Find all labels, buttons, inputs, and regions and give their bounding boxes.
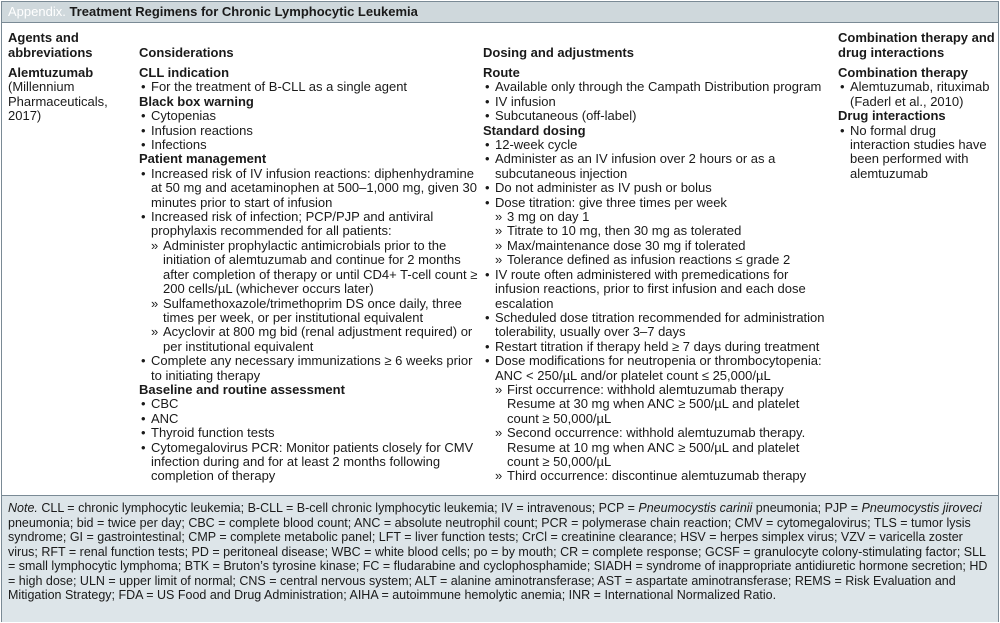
table-title: Treatment Regimens for Chronic Lymphocytic Leukemia: [69, 4, 418, 19]
list-item: • Administer as an IV infusion over 2 hours or as a subcutaneous injection: [483, 152, 833, 181]
patient-management-heading: Patient management: [139, 151, 267, 167]
considerations-header: Considerations: [139, 44, 234, 60]
list-item: • 12-week cycle: [483, 138, 833, 152]
appendix-label: Appendix.: [8, 4, 66, 19]
sub-list-item: » First occurrence: withhold alemtuzumab therapy: [483, 383, 833, 397]
cll-indication-list: [139, 80, 479, 94]
abbreviations-note: [2, 495, 998, 622]
sub-list-item: » Third occurrence: discontinue alemtuzumab therapy: [483, 469, 833, 483]
standard-dosing-list: [483, 138, 833, 484]
sub-list-item: » 3 mg on day 1: [483, 210, 833, 224]
list-item: • Scheduled dose titration recommended for administration tolerability, usually over 3–7 days: [483, 311, 833, 340]
patient-management-list: [139, 167, 479, 383]
list-item: • Complete any necessary immunizations ≥ 6 weeks prior to initiating therapy: [139, 354, 479, 383]
list-item: • Alemtuzumab, rituximab (Faderl et al., 2010): [838, 80, 996, 109]
list-item: • Subcutaneous (off-label): [483, 109, 833, 123]
list-item: • CBC: [139, 397, 479, 411]
list-item: • ANC: [139, 412, 479, 426]
list-item: • Dose titration: give three times per week: [483, 196, 833, 210]
sub-list-item: » Acyclovir at 800 mg bid (renal adjustment required) or per institutional equivalent: [139, 325, 479, 354]
table-title-bar: [2, 2, 998, 23]
list-item: • IV route often administered with premedications for infusion reactions, prior to first infusion and each dose escalation: [483, 268, 833, 311]
list-item: • Infusion reactions: [139, 124, 479, 138]
list-item: • Increased risk of infection; PCP/PJP and antiviral prophylaxis recommended for all patients:: [139, 210, 479, 239]
list-item: • Infections: [139, 138, 479, 152]
sub-list-item: » Second occurrence: withhold alemtuzumab therapy. Resume at 10 mg when ANC ≥ 500/µL and platelet count ≥ 50,000/µL: [483, 426, 833, 469]
agents-column: [8, 23, 136, 124]
list-item: • Restart titration if therapy held ≥ 7 days during treatment: [483, 340, 833, 354]
combination-therapy-list: [838, 80, 996, 109]
list-item: • Cytopenias: [139, 109, 479, 123]
list-item: • No formal drug interaction studies have been performed with alemtuzumab: [838, 124, 996, 182]
standard-dosing-heading: Standard dosing: [483, 122, 586, 138]
note-label: Note.: [8, 501, 38, 515]
route-list: [483, 80, 833, 123]
list-item: • Do not administer as IV push or bolus: [483, 181, 833, 195]
drug-interactions-list: [838, 124, 996, 182]
cll-indication-heading: CLL indication: [139, 65, 230, 80]
combination-header: Combination therapy and drug interactions: [838, 30, 995, 60]
list-item: • Cytomegalovirus PCR: Monitor patients closely for CMV infection during and for at least 2 months following completion of therapy: [139, 441, 479, 484]
list-item: • IV infusion: [483, 95, 833, 109]
black-box-warning-heading: Black box warning: [139, 93, 254, 109]
route-heading: Route: [483, 65, 520, 80]
note-text: Note. CLL = chronic lymphocytic leukemia; B-CLL = B-cell chronic lymphocytic leukemia; IV = intravenous; PCP = Pneumocystis carinii pneumonia; PJP = Pneumocystis jiroveci pneumonia; bid = twice per day; CBC = complete blood count; ANC = absolute neutrophil count; PCR = polymerase chain reaction; CMV = cytomegalovirus; TLS = tumor lysis syndrome; GI = gastrointestinal; CMP = complete metabolic panel; LFT = liver function tests; CrCl = creatinine clearance; HSV = herpes simplex virus; VZV = varicella zoster virus; RFT = renal function tests; PD = peritoneal disease; WBC = white blood cells; po = by mouth; CR = complete response; GCSF = granulocyte colony-stimulating factor; SLL = small lymphocytic lymphoma; BTK = Bruton’s tyrosine kinase; FC = fludarabine and cyclophosphamide; SIADH = syndrome of inappropriate antidiuretic hormone secretion; HD = high dose; ULN = upper limit of normal; CNS = central nervous system; ALT = alanine aminotransferase; AST = aspartate aminotransferase; REMS = Risk Evaluation and Mitigation Strategy; FDA = US Food and Drug Administration; AIHA = autoimmune hemolytic anemia; INR = International Normalized Ratio.: [8, 501, 988, 602]
sub-list-item: » Sulfamethoxazole/trimethoprim DS once daily, three times per week, or per institutional equivalent: [139, 297, 479, 326]
baseline-assessment-heading: Baseline and routine assessment: [139, 381, 345, 397]
list-item: • For the treatment of B-CLL as a single agent: [139, 80, 479, 94]
list-item: • Thyroid function tests: [139, 426, 479, 440]
sub-list-item: » Max/maintenance dose 30 mg if tolerated: [483, 239, 833, 253]
sub-list-item: » Administer prophylactic antimicrobials prior to the initiation of alemtuzumab and continue for 2 months after completion of therapy or until CD4+ T-cell count ≥ 200 cells/µL (whichever occurs later): [139, 239, 479, 297]
dosing-column: [483, 23, 833, 484]
drug-interactions-heading: Drug interactions: [838, 108, 946, 124]
dosing-header: Dosing and adjustments: [483, 44, 634, 60]
agent-name: Alemtuzumab: [8, 65, 94, 80]
baseline-assessment-list: [139, 397, 479, 483]
sub-list-item: » Titrate to 10 mg, then 30 mg as tolerated: [483, 224, 833, 238]
sub-list-item: » Tolerance defined as infusion reactions ≤ grade 2: [483, 253, 833, 267]
list-item: • Dose modifications for neutropenia or thrombocytopenia: ANC < 250/µL and/or platelet count ≤ 25,000/µL: [483, 354, 833, 383]
considerations-column: [139, 23, 479, 484]
appendix-table-frame: [1, 1, 999, 622]
sub-list-item-continued: Resume at 30 mg when ANC ≥ 500/µL and platelet count ≥ 50,000/µL: [507, 396, 800, 426]
list-item: • Available only through the Campath Distribution program: [483, 80, 833, 94]
list-item: • Increased risk of IV infusion reactions: diphenhydramine at 50 mg and acetaminophen at 500–1,000 mg, given 30 minutes prior to start of infusion: [139, 167, 479, 210]
agent-source: (Millennium Pharmaceuticals, 2017): [8, 79, 108, 124]
black-box-warning-list: [139, 109, 479, 152]
agents-header: Agents and abbreviations: [8, 30, 93, 60]
combination-column: [838, 23, 996, 181]
regimen-table: [2, 23, 998, 501]
combination-therapy-heading: Combination therapy: [838, 65, 969, 80]
